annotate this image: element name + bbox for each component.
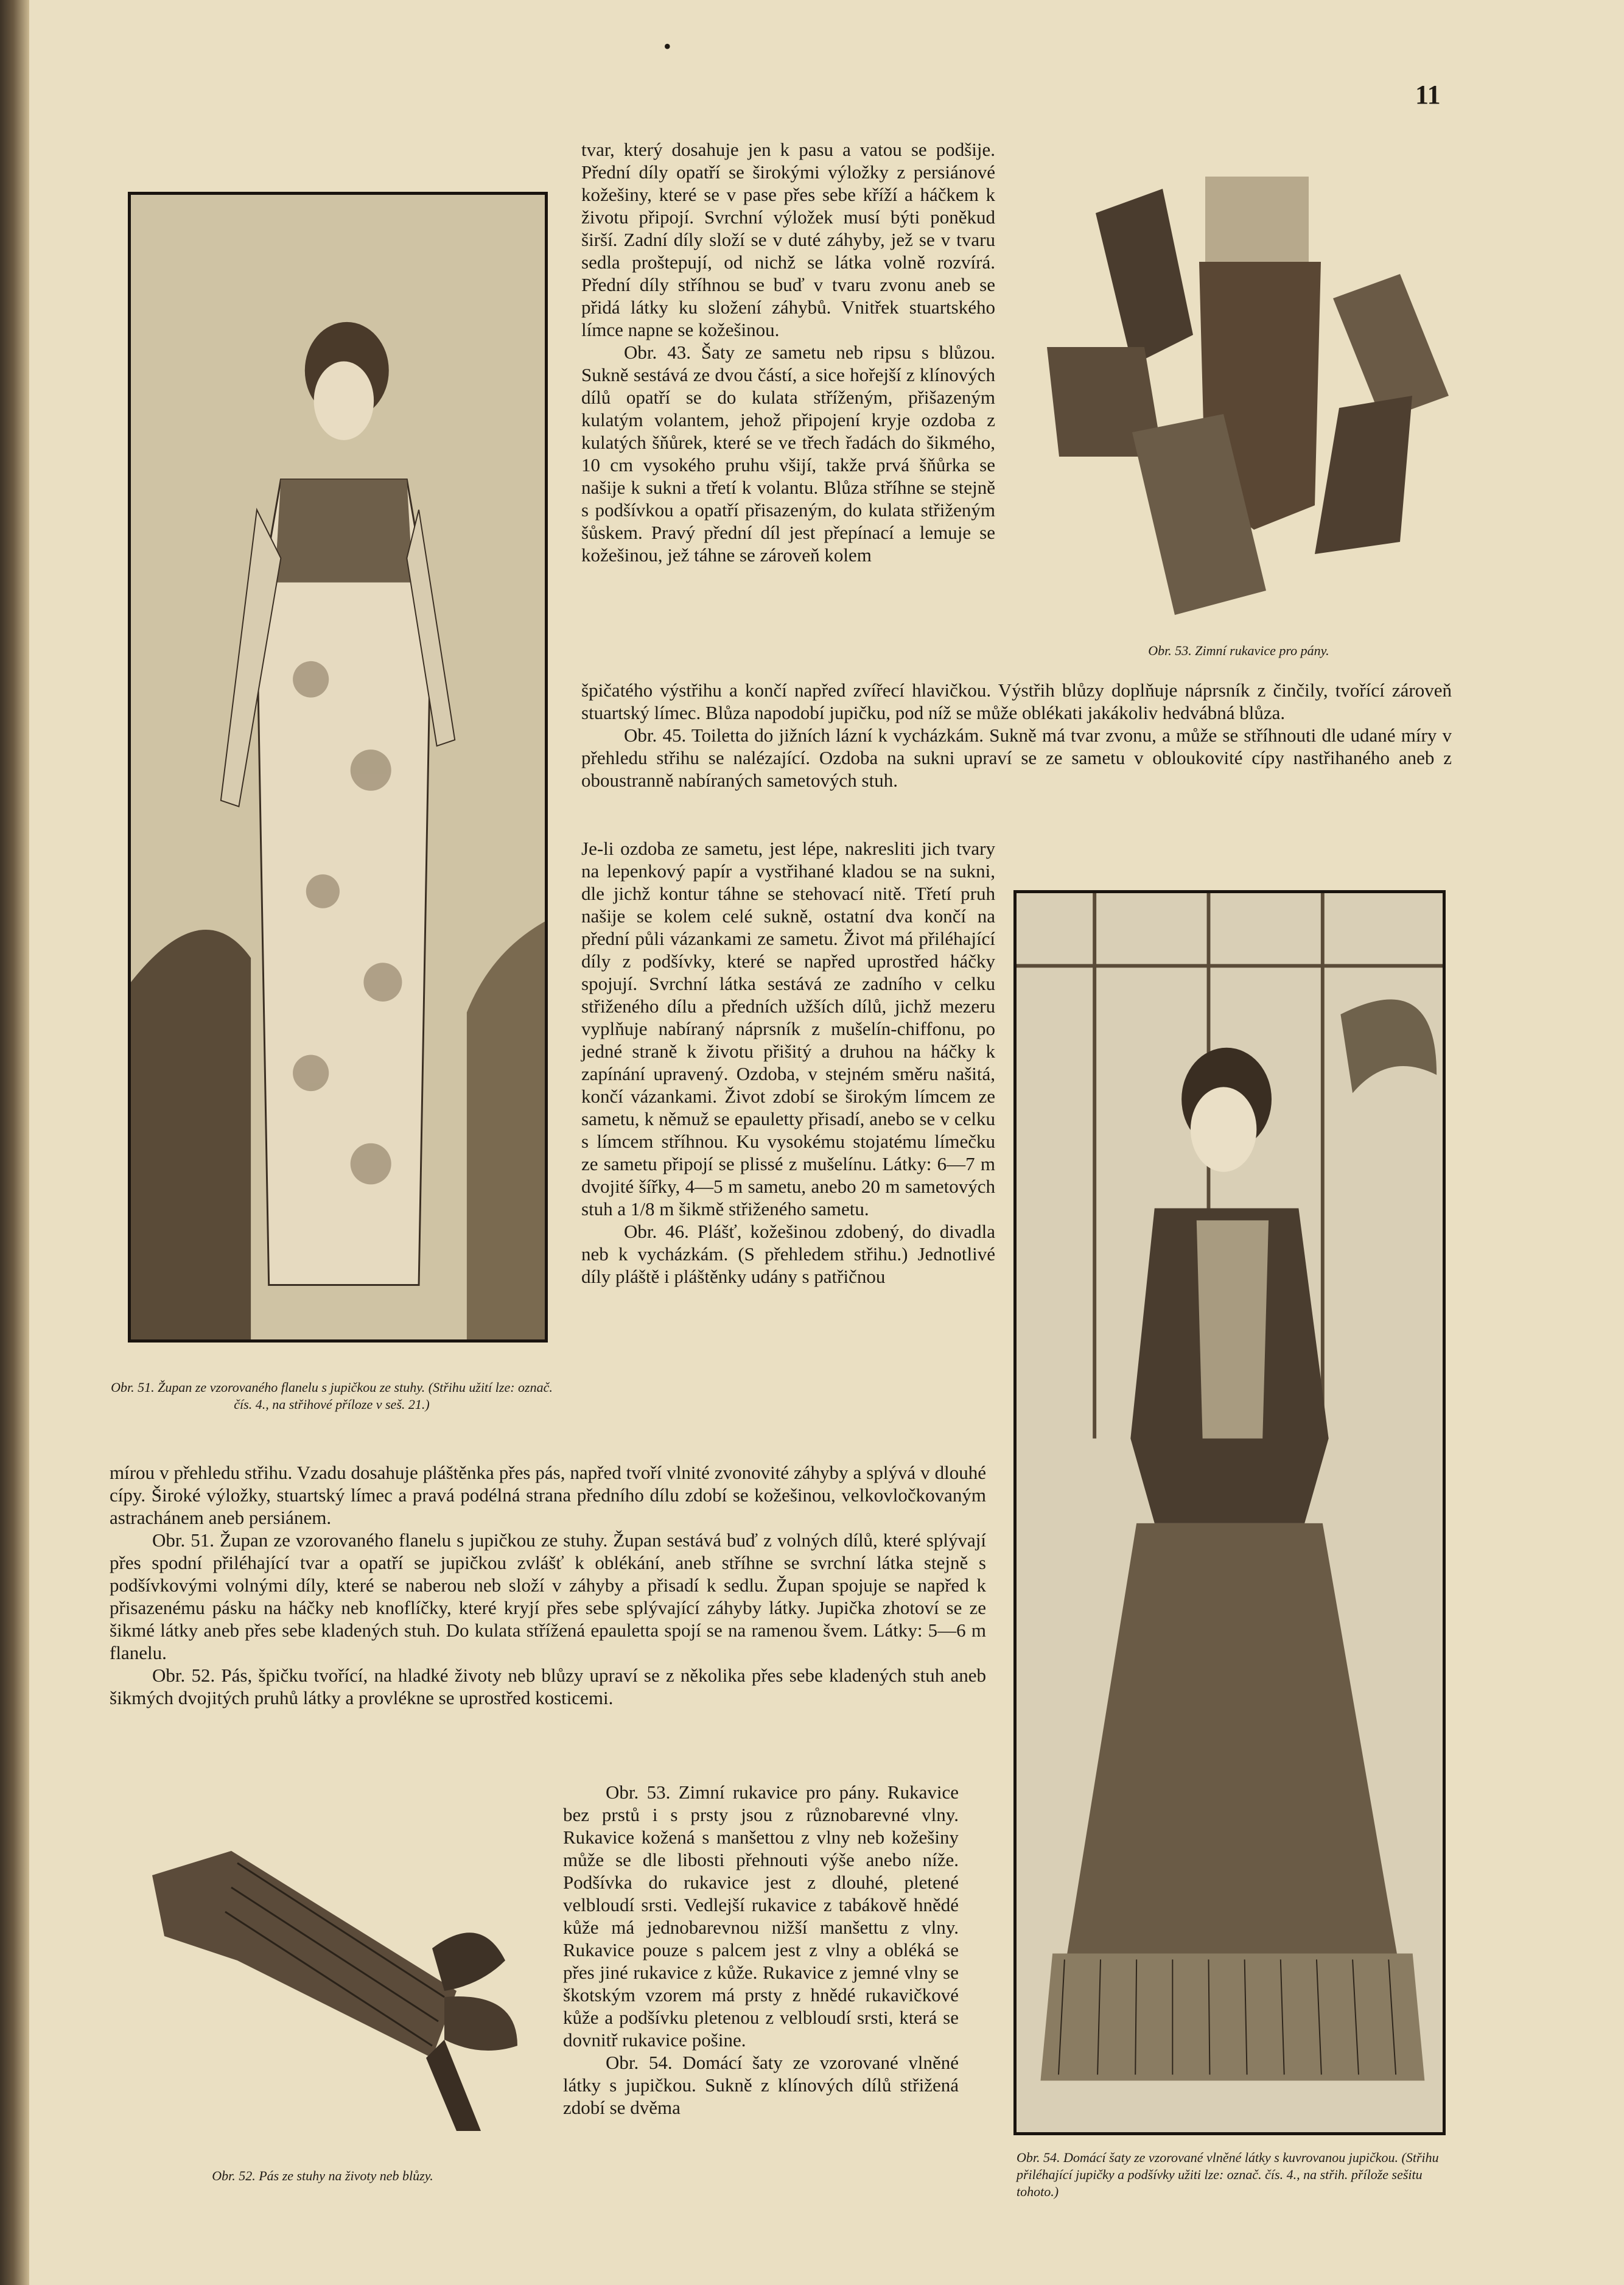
- paragraph-wide-a: špičatého výstřihu a končí napřed zvířecí hlavičkou. Výstřih blůzy doplňuje náprsník z činčily, tvořící zároveň stuartský límec. Blůza napodobí jupičku, pod níž se může oblékati jakákoliv hedvábná blůza.: [581, 679, 1452, 723]
- paragraph-obr-53: Obr. 53. Zimní rukavice pro pány. Rukavice bez prstů i s prsty jsou z různobarevné vlny. Rukavice kožená s manšettou z vlny neb kožešiny může se dle libosti přehnouti výše anebo níže. Podšívka do rukavice jest z dlouhé, pletené velbloudí srsti. Vedlejší rukavice z tabákově hnědé kůže má jednobarevnou nižší manšettu z vlny. Rukavice pouze s palcem jest z vlny a obléká se přes jiné rukavice z kůže. Rukavice z jemné vlny se škotským vzorem má prsty z hnědé rukavičkové kůže a podšívku pletenou z velbloudí srsti, která se dovnitř rukavice pošine.: [563, 1781, 959, 2051]
- figure-51-caption: Obr. 51. Župan ze vzorovaného flanelu s jupičkou ze stuhy. (Střihu užití lze: označ. čís. 4., na střihové příloze v seš. 21.): [111, 1380, 553, 1412]
- paragraph-wide-c: mírou v přehledu střihu. Vzadu dosahuje pláštěnka přes pás, napřed tvoří vlnité zvonovité záhyby a splývá v dlouhé cípy. Široké výložky, stuartský límec a pravá podélná strana předního dílu zdobí se kožešinou, velkovločkovaným astrachánem aneb persiánem.: [110, 1462, 986, 1528]
- column-b-text: [581, 837, 995, 1288]
- paragraph-col-a: tvar, který dosahuje jen k pasu a vatou se podšije. Přední díly opatří se širokými výložky z persiánové kožešiny, které se v pase přes sebe kříží a háčkem k životu připojí. Svrchní výložek musí býti poněkud širší. Zadní díly složí se v duté záhyby, jež se v tvaru sedla proštepují, od nichž se látka volně rozvírá. Přední díly stříhnou se buď v tvaru zvonu aneb se přidá látky ku složení záhybů. Vnitřek stuartského límce napne se kožešinou.: [581, 139, 995, 340]
- top-mark: •: [663, 34, 671, 58]
- figure-53-caption: Obr. 53. Zimní rukavice pro pány.: [1148, 643, 1329, 658]
- column-a-text: [581, 138, 995, 566]
- figure-51-illustration: [128, 192, 548, 1343]
- paragraph-obr-51: Obr. 51. Župan ze vzorovaného flanelu s jupičkou ze stuhy. Župan sestává buď z volných dílů, které splývají přes spodní přiléhající tvar a opatří se jupičkou zvlášť k oblékání, aneb stříhne se svrchní látka stejně s podšívkovými volnými díly, které se naberou neb složí v záhyby a přisadí k sedlu. Župan spojuje se napřed k přisazenému pásku na háčky neb knoflíčky, které kryjí přes sebe splývající záhyby látky. Jupička zhotoví se ze šikmé látky aneb přes sebe kladených stuh. Do kulata střížená epauletta spojí se na ramenou švem. Látky: 5—6 m flanelu.: [110, 1529, 986, 1663]
- paragraph-obr-43: Obr. 43. Šaty ze sametu neb ripsu s blůzou. Sukně sestává ze dvou částí, a sice hořejší z klínových dílů opatří se do kulata stříženým, přišazeným kulatým volantem, jehož připojení kryje ozdoba z kulatých šňůrek, které se ve třech řadách do šikmého, 10 cm vysokého pruhu všijí, takže prvá šňůrka se našije k sukni a třetí k volantu. Blůza stříhne se stejně s podšívkou a opatří přisazeným, do kulata střiženým šůskem. Pravý přední díl jest přepínací a lemuje se kožešinou, jež táhne se zároveň kolem: [581, 342, 995, 566]
- figure-52-caption: Obr. 52. Pás ze stuhy na životy neb blůzy.: [212, 2168, 433, 2183]
- paragraph-obr-54: Obr. 54. Domácí šaty ze vzorované vlněné látky s jupičkou. Sukně z klínových dílů střižená zdobí se dvěma: [563, 2052, 959, 2118]
- paragraph-obr-52: Obr. 52. Pás, špičku tvořící, na hladké životy neb blůzy upraví se z několika přes sebe kladených stuh aneb šikmých dvojitých pruhů látky a provlékne se uprostřed kosticemi.: [110, 1665, 986, 1708]
- figure-53-illustration: [1023, 164, 1467, 633]
- figure-54-illustration: [1013, 890, 1446, 2135]
- paragraph-obr-46: Obr. 46. Plášť, kožešinou zdobený, do divadla neb k vycházkám. (S přehledem střihu.) Jednotlivé díly pláště i pláštěnky udány s patřičnou: [581, 1221, 995, 1287]
- paragraph-col-b: Je-li ozdoba ze sametu, jest lépe, nakresliti jich tvary na lepenkový papír a vystřihané kladou se na sukni, dle jichž kontur táhne se stehovací nitě. Třetí pruh našije se kolem celé sukně, ostatní dva končí na přední půli vázankami ze sametu. Život má přiléhající díly z podšívky, které se napřed uprostřed háčky spojují. Svrchní látka sestává ze zadního v celku střiženého dílu a předních užších dílů, jichž mezeru vyplňuje nabíraný náprsník z mušelín-chiffonu, po jedné straně k životu přišitý a druhou na háčky k zapínání upravený. Ozdoba, v stejném směru našitá, končí vázankami. Život zdobí se širokým límcem ze sametu, k němuž se epauletty přisadí, anebo se v celku s límcem stříhnou. Ku vysokému stojatému límečku ze sametu připojí se plissé z mušelínu. Látky: 6—7 m dvojité šířky, 4—5 m sametu, anebo 20 m sametových stuh a 1/8 m šikmě střiženého sametu.: [581, 838, 995, 1220]
- wide-text-lower: [110, 1461, 986, 1709]
- figure-52-illustration: [140, 1839, 566, 2143]
- book-spine: [0, 0, 29, 2285]
- paragraph-obr-45: Obr. 45. Toiletta do jižních lázní k vycházkám. Sukně má tvar zvonu, a může se stříhnouti dle udané míry v přehledu střihu se nalézající. Ozdoba na sukni upraví se ze sametu v obloukovité cípy nastřihaného aneb z oboustranně nabíraných sametových stuh.: [581, 725, 1452, 791]
- column-c-text: [563, 1781, 959, 2119]
- wide-text-upper: [581, 679, 1452, 792]
- page-number: 11: [1415, 80, 1441, 110]
- figure-54-caption: Obr. 54. Domácí šaty ze vzorované vlněné látky s kuvrovanou jupičkou. (Střihu přiléhající jupičky a podšívky užiti lze: označ. čís. 4., na střih. přílože sešitu tohoto.): [1017, 2150, 1439, 2199]
